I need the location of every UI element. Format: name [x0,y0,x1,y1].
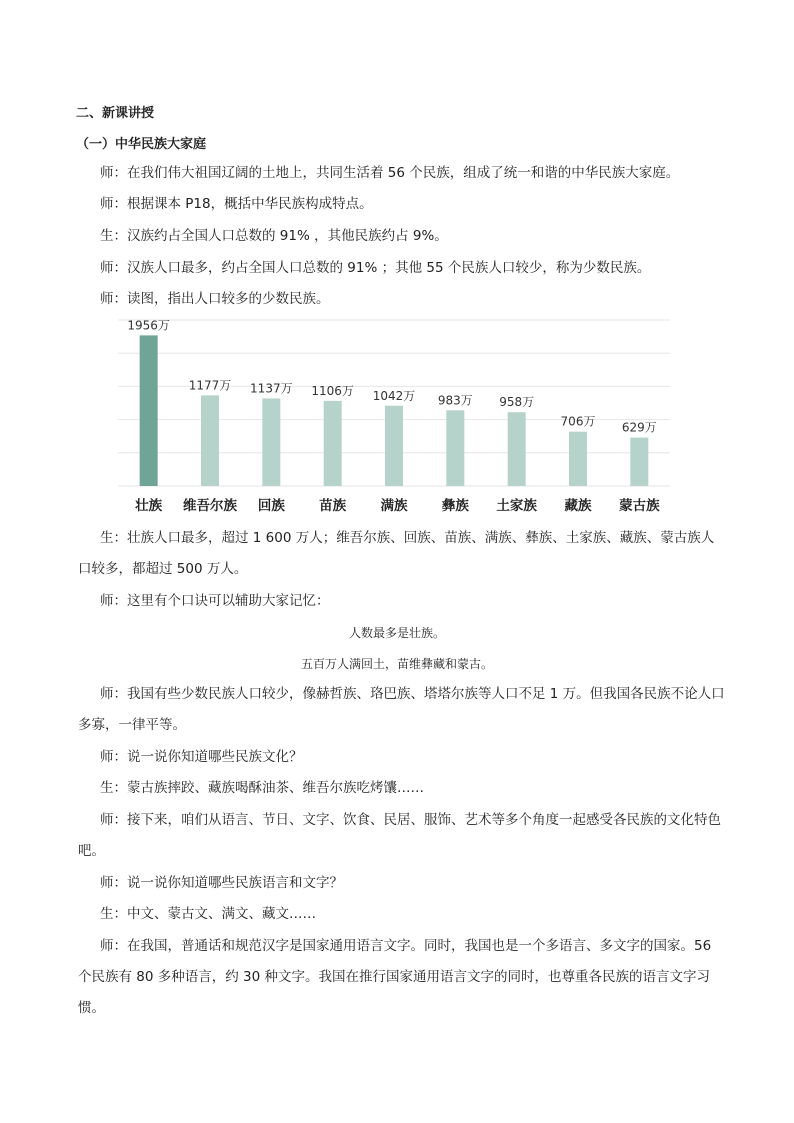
data-label: 1956万 [127,318,170,333]
x-tick-label: 蒙古族 [619,498,660,514]
x-tick-label: 回族 [257,498,285,514]
x-tick-label: 彝族 [441,498,469,514]
x-tick-label: 壮族 [135,498,163,514]
x-tick-label: 苗族 [319,498,347,514]
paragraph: 生：蒙古族摔跤、藏族喝酥油茶、维吾尔族吃烤馕…… [100,780,424,796]
paragraph: 师：在我们伟大祖国辽阔的土地上，共同生活着 56 个民族，组成了统一和谐的中华民族大家庭。 [100,165,680,181]
bar [508,412,526,486]
population-bar-chart [118,318,678,523]
x-tick-label: 满族 [380,498,408,514]
data-label: 1042万 [372,388,416,403]
x-tick-label: 维吾尔族 [183,498,237,514]
paragraph: 师：汉族人口最多，约占全国人口总数的 91% ；其他 55 个民族人口较少，称为少数民族。 [100,260,651,276]
bar [201,395,219,486]
bar [140,335,158,486]
paragraph: 师：这里有个口诀可以辅助大家记忆： [100,593,330,609]
data-label: 629万 [621,420,657,435]
bar [385,406,403,486]
bar [630,438,648,486]
paragraph: 师：读图，指出人口较多的少数民族。 [100,291,330,307]
paragraph: 师：在我国，普通话和规范汉字是国家通用语言文字。同时，我国也是一个多语言、多文字的国家。56 个民族有 80 多种语言，约 30 种文字。我国在推行国家通用语言文字的同时，也尊重各民族的语言文字习惯。 [78,938,712,1016]
x-tick-label: 藏族 [564,498,592,514]
paragraph: 师：接下来，咱们从语言、节日、文字、饮食、民居、服饰、艺术等多个角度一起感受各民族的文化特色吧。 [78,812,721,859]
paragraph: 师：根据课本 P18，概括中华民族构成特点。 [100,196,373,212]
data-label: 983万 [437,393,473,408]
bar [446,410,464,486]
bar [569,432,587,486]
paragraph: 师：说一说你知道哪些民族语言和文字？ [100,875,343,891]
data-label: 1177万 [188,378,232,393]
data-label: 1106万 [311,383,354,398]
paragraph: 生：壮族人口最多，超过 1 600 万人；维吾尔族、回族、苗族、满族、彝族、土家族、藏族、蒙古族人口较多，都超过 500 万人。 [78,530,715,577]
subsection-title: （一）中华民族大家庭 [76,137,207,152]
mnemonic-line: 人数最多是壮族。 [348,626,445,640]
bar [262,398,280,486]
mnemonic-line: 五百万人满回土，苗维彝藏和蒙古。 [300,657,493,671]
paragraph: 师：说一说你知道哪些民族文化？ [100,749,303,765]
section-title: 二、新课讲授 [76,106,155,121]
x-tick-label: 土家族 [496,498,537,514]
paragraph: 师：我国有些少数民族人口较少，像赫哲族、珞巴族、塔塔尔族等人口不足 1 万。但我国各民族不论人口多寡，一律平等。 [78,686,725,733]
bar [324,401,342,486]
data-label: 706万 [560,414,596,429]
data-label: 958万 [499,395,535,410]
paragraph: 生：中文、蒙古文、满文、藏文…… [100,906,316,922]
data-label: 1137万 [250,381,293,396]
paragraph: 生：汉族约占全国人口总数的 91% ，其他民族约占 9%。 [100,228,448,244]
